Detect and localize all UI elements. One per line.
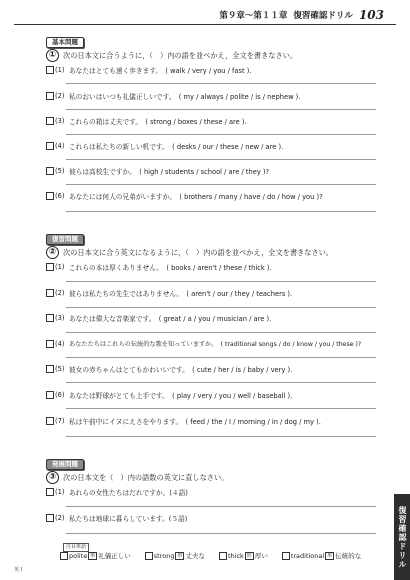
vocab-meaning: 丈夫な (185, 552, 205, 560)
vocab-entry (145, 551, 205, 560)
item-text: あなたは野球がとても上手です。 ( play / very / you / well / baseball ). (69, 392, 293, 400)
item-number: (1) (55, 488, 65, 496)
exercise-item (46, 91, 300, 101)
question-number: ① (46, 49, 59, 62)
item-number: (1) (55, 66, 65, 74)
item-number: (2) (55, 289, 65, 297)
question-instruction: 次の日本文に合うように，（ ）内の語を並べかえ，全文を書きなさい。 (63, 51, 298, 60)
page-mark: 英１ (14, 567, 25, 573)
section-badge: 復習問題 (46, 234, 84, 245)
item-text: これらの箱は丈夫です。 ( strong / boxes / these / are ). (69, 118, 247, 126)
answer-line[interactable] (66, 184, 376, 185)
side-tab: 復習確認ドリル (394, 494, 410, 580)
exercise-item (46, 416, 321, 426)
checkbox[interactable] (46, 391, 54, 399)
question-instruction: 次の日本文に合う英文になるように，（ ）内の語を並べかえ，全文を書きなさい。 (63, 248, 333, 257)
item-text: 彼らは高校生ですか。 ( high / students / school / are / they )? (69, 168, 270, 176)
checkbox[interactable] (46, 514, 54, 522)
item-number: (5) (55, 365, 65, 373)
vocab-label: 注目単語 (63, 543, 89, 552)
header-rule (14, 24, 396, 25)
vocab-entry (60, 551, 131, 560)
checkbox[interactable] (145, 552, 153, 560)
item-text: 彼女の赤ちゃんはとてもかわいいです。 ( cute / her / is / baby / very ). (69, 366, 293, 374)
item-number: (2) (55, 92, 65, 100)
answer-line[interactable] (66, 134, 376, 135)
item-text: 彼らは私たちの先生ではありません。 ( aren't / our / they / teachers ). (69, 290, 293, 298)
checkbox[interactable] (46, 314, 54, 322)
answer-line[interactable] (66, 307, 376, 308)
part-of-speech: 形 (90, 552, 96, 559)
item-number: (4) (55, 339, 65, 348)
question-number: ② (46, 246, 59, 259)
checkbox[interactable] (282, 552, 290, 560)
item-number: (4) (55, 142, 65, 150)
item-number: (1) (55, 263, 65, 271)
exercise-item (46, 513, 187, 523)
answer-line[interactable] (66, 533, 376, 534)
question-number: ③ (46, 471, 59, 484)
item-number: (5) (55, 167, 65, 175)
vocab-meaning: 伝統的な (335, 552, 362, 560)
exercise-item (46, 191, 323, 201)
chapter-range: 第９章〜第１１章 (219, 11, 288, 21)
answer-line[interactable] (66, 211, 376, 212)
item-text: あなたは偉大な音楽家です。 ( great / a / you / musician / are ). (69, 315, 272, 323)
exercise-item (46, 364, 292, 374)
vocab-meaning: 礼儀正しい (98, 552, 131, 560)
vocab-entry (282, 551, 361, 560)
item-number: (2) (55, 514, 65, 522)
checkbox[interactable] (46, 263, 54, 271)
answer-line[interactable] (66, 357, 376, 358)
item-text: 私たちは地球に暮らしています。(５語) (69, 515, 188, 523)
answer-line[interactable] (66, 109, 376, 110)
section-badge: 発展問題 (46, 459, 84, 470)
answer-line[interactable] (66, 382, 376, 383)
checkbox[interactable] (46, 289, 54, 297)
vocab-word: traditional (290, 551, 325, 560)
exercise-item (46, 65, 251, 75)
section-badge: 基本問題 (46, 37, 84, 48)
exercise-item (46, 487, 188, 497)
item-number: (6) (55, 391, 65, 399)
item-text: あなたには何人の兄弟がいますか。 ( brothers / many / have / do / how / you )? (69, 193, 323, 201)
vocab-word: polite (69, 551, 88, 560)
vocab-meaning: 厚い (254, 552, 268, 560)
checkbox[interactable] (46, 417, 54, 425)
item-number: (7) (55, 417, 65, 425)
item-text: これらの本は厚くありません。 ( books / aren't / these / thick ). (69, 264, 272, 272)
item-number: (3) (55, 314, 65, 322)
checkbox[interactable] (46, 117, 54, 125)
answer-line[interactable] (66, 83, 376, 84)
checkbox[interactable] (46, 192, 54, 200)
vocab-entry (219, 551, 268, 560)
part-of-speech: 形 (177, 552, 183, 559)
answer-line[interactable] (66, 159, 376, 160)
exercise-item (46, 141, 283, 151)
exercise-item (46, 116, 247, 126)
answer-line[interactable] (66, 332, 376, 333)
checkbox[interactable] (46, 142, 54, 150)
item-text: 私のおいはいつも礼儀正しいです。 ( my / always / polite / is / nephew ). (69, 93, 301, 101)
part-of-speech: 形 (246, 552, 252, 559)
answer-line[interactable] (66, 281, 376, 282)
checkbox[interactable] (46, 66, 54, 74)
checkbox[interactable] (46, 340, 54, 348)
checkbox[interactable] (46, 167, 54, 175)
exercise-item (46, 288, 292, 298)
answer-line[interactable] (66, 436, 376, 437)
page-number: 103 (358, 8, 384, 22)
question-instruction: 次の日本文を（ ）内の語数の英文に直しなさい。 (63, 473, 229, 482)
exercise-item (46, 166, 269, 176)
exercise-item (46, 262, 272, 272)
answer-line[interactable] (66, 408, 376, 409)
vocab-word: strong (153, 551, 175, 560)
exercise-item (46, 313, 271, 323)
vocab-word: thick (227, 551, 244, 560)
page-title: 復習確認ドリル (293, 11, 353, 21)
checkbox[interactable] (46, 92, 54, 100)
checkbox[interactable] (219, 552, 227, 560)
checkbox[interactable] (46, 488, 54, 496)
item-text: あれらの女性たちはだれですか。(４語) (69, 489, 188, 497)
item-text: あなたたちはこれらの伝統的な歌を知っていますか。 ( traditional songs / do / know / you / these )? (69, 341, 362, 348)
checkbox[interactable] (46, 365, 54, 373)
item-number: (3) (55, 117, 65, 125)
exercise-item (46, 390, 292, 400)
item-text: 私は午前中にイヌにえさをやります。 ( feed / the / I / morning / in / dog / my ). (69, 418, 321, 426)
checkbox[interactable] (60, 552, 68, 560)
exercise-item (46, 339, 361, 348)
item-text: あなたはとても速く歩きます。 ( walk / very / you / fast ). (69, 67, 252, 75)
answer-line[interactable] (66, 506, 376, 507)
part-of-speech: 形 (327, 552, 333, 559)
item-text: これらは私たちの新しい机です。 ( desks / our / these / new / are ). (69, 143, 284, 151)
item-number: (6) (55, 192, 65, 200)
